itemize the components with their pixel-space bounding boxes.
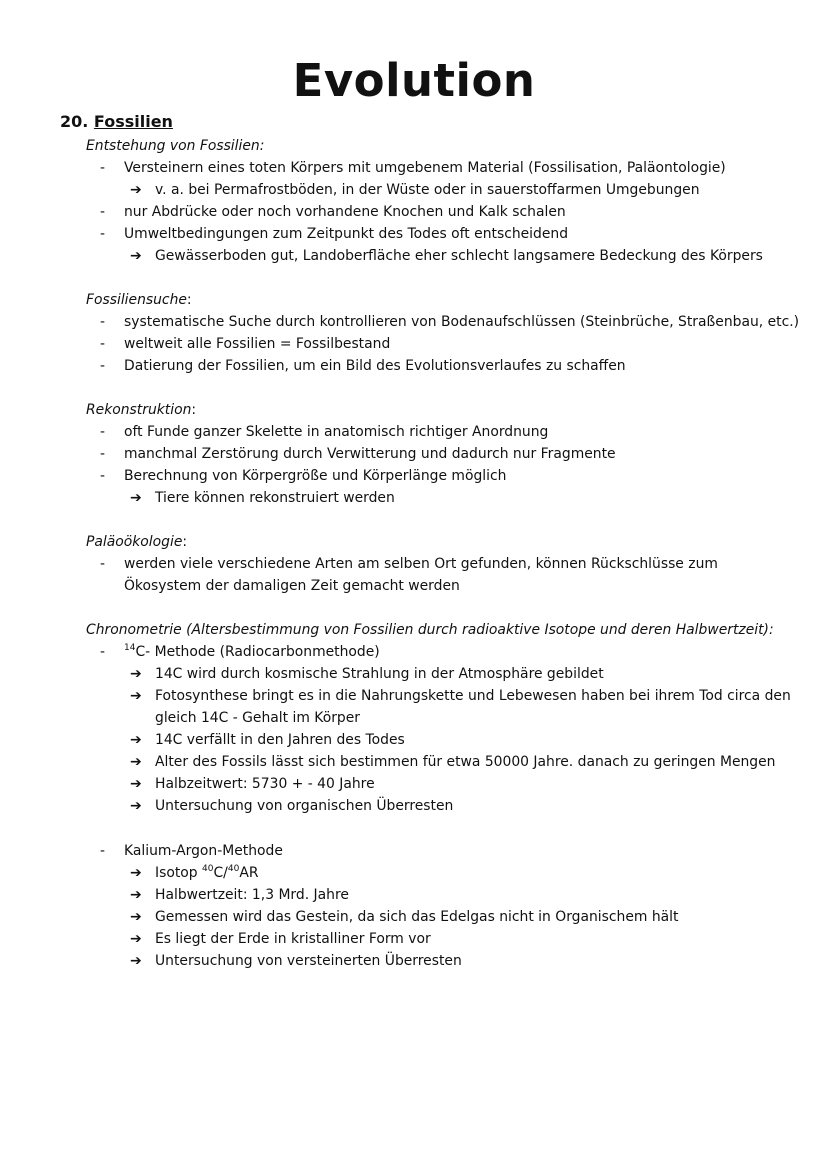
bullet-dash: - [100,556,106,572]
c14-arrow-3: 14C verfällt in den Jahren des Todes [155,732,405,748]
arrow-icon: ➔ [130,182,142,198]
entstehung-arrow-2: Gewässerboden gut, Landoberfläche eher schlecht langsamere Bedeckung des Körpers [155,248,763,264]
arrow-icon: ➔ [130,490,142,506]
entstehung-bullet-2: nur Abdrücke oder noch vorhandene Knochen und Kalk schalen [124,204,566,220]
c14-arrow-4: Alter des Fossils lässt sich bestimmen für etwa 50000 Jahre. danach zu geringen Mengen [155,754,776,770]
bullet-dash: - [100,358,106,374]
palaeo-heading [86,532,187,552]
arrow-icon: ➔ [130,776,142,792]
arrow-icon: ➔ [130,248,142,264]
bullet-dash: - [100,446,106,462]
c14-arrow-5: Halbzeitwert: 5730 + - 40 Jahre [155,776,375,792]
entstehung-bullet-3: Umweltbedingungen zum Zeitpunkt des Todes oft entscheidend [124,226,569,242]
chrono-heading: Chronometrie (Altersbestimmung von Fossilien durch radioaktive Isotope und deren Halbwertzeit): [86,622,774,638]
suche-heading [86,290,192,310]
arrow-icon: ➔ [130,865,142,881]
rekonstruktion-bullet-3: Berechnung von Körpergröße und Körperlänge möglich [124,468,507,484]
arrow-icon: ➔ [130,666,142,682]
arrow-icon: ➔ [130,754,142,770]
kar-method-label: Kalium-Argon-Methode [124,843,283,859]
c14-superscript: 14 [124,643,136,653]
section-title: Fossilien [93,112,173,131]
entstehung-heading: Entstehung von Fossilien: [86,138,265,154]
arrow-icon: ➔ [130,798,142,814]
arrow-icon: ➔ [130,953,142,969]
kar-arrow-3: Gemessen wird das Gestein, da sich das Edelgas nicht in Organischem hält [155,909,679,925]
suche-heading-text: Fossiliensuche [86,292,187,308]
arrow-icon: ➔ [130,909,142,925]
bullet-dash: - [100,226,106,242]
entstehung-arrow-1: v. a. bei Permafrostböden, in der Wüste oder in sauerstoffarmen Umgebungen [155,182,700,198]
kar-arrow-2: Halbwertzeit: 1,3 Mrd. Jahre [155,887,349,903]
suche-bullet-2: weltweit alle Fossilien = Fossilbestand [124,336,391,352]
bullet-dash: - [100,160,106,176]
isotope-ar: AR [239,865,259,881]
arrow-icon: ➔ [130,688,142,704]
rekonstruktion-bullet-2: manchmal Zerstörung durch Verwitterung und dadurch nur Fragmente [124,446,616,462]
arrow-icon: ➔ [130,931,142,947]
palaeo-heading-text: Paläoökologie [86,534,183,550]
bullet-dash: - [100,424,106,440]
palaeo-bullet-1-line-1: werden viele verschiedene Arten am selben Ort gefunden, können Rückschlüsse zum [124,556,718,572]
c14-arrow-6: Untersuchung von organischen Überresten [155,798,454,814]
suche-bullet-3: Datierung der Fossilien, um ein Bild des Evolutionsverlaufes zu schaffen [124,358,626,374]
bullet-dash: - [100,204,106,220]
kar-arrow-5: Untersuchung von versteinerten Überresten [155,953,462,969]
section-heading [60,112,173,131]
rekonstruktion-heading-text: Rekonstruktion [86,402,192,418]
rekonstruktion-arrow-1: Tiere können rekonstruiert werden [155,490,395,506]
c14-arrow-2-line-2: gleich 14C - Gehalt im Körper [155,710,361,726]
arrow-icon: ➔ [130,732,142,748]
suche-bullet-1: systematische Suche durch kontrollieren von Bodenaufschlüssen (Steinbrüche, Straßenbau, etc.) [124,314,800,330]
rekonstruktion-heading-colon: : [191,402,197,418]
rekonstruktion-bullet-1: oft Funde ganzer Skelette in anatomisch richtiger Anordnung [124,424,549,440]
bullet-dash: - [100,468,106,484]
palaeo-heading-colon: : [182,534,188,550]
bullet-dash: - [100,843,106,859]
kar-arrow-4: Es liegt der Erde in kristalliner Form vor [155,931,431,947]
arrow-icon: ➔ [130,887,142,903]
rekonstruktion-heading [86,400,196,420]
isotope-superscript: 40 [227,864,240,874]
kar-arrow-1 [155,863,258,883]
isotope-prefix: Isotop [155,865,203,881]
c14-label-text: C- Methode (Radiocarbonmethode) [135,644,380,660]
palaeo-bullet-1-line-2: Ökosystem der damaligen Zeit gemacht werden [124,578,460,594]
c14-method-label [124,642,380,662]
c14-arrow-1: 14C wird durch kosmische Strahlung in der Atmosphäre gebildet [155,666,604,682]
bullet-dash: - [100,314,106,330]
suche-heading-colon: : [186,292,192,308]
entstehung-bullet-1: Versteinern eines toten Körpers mit umgebenem Material (Fossilisation, Paläontologie) [124,160,726,176]
isotope-superscript: 40 [202,864,214,874]
page-title: Evolution [292,54,536,107]
bullet-dash: - [100,336,106,352]
isotope-c: C/ [213,865,228,881]
c14-arrow-2-line-1: Fotosynthese bringt es in die Nahrungskette und Lebewesen haben bei ihrem Tod circa den [155,688,791,704]
bullet-dash: - [100,644,106,660]
section-number: 20. [60,112,89,131]
